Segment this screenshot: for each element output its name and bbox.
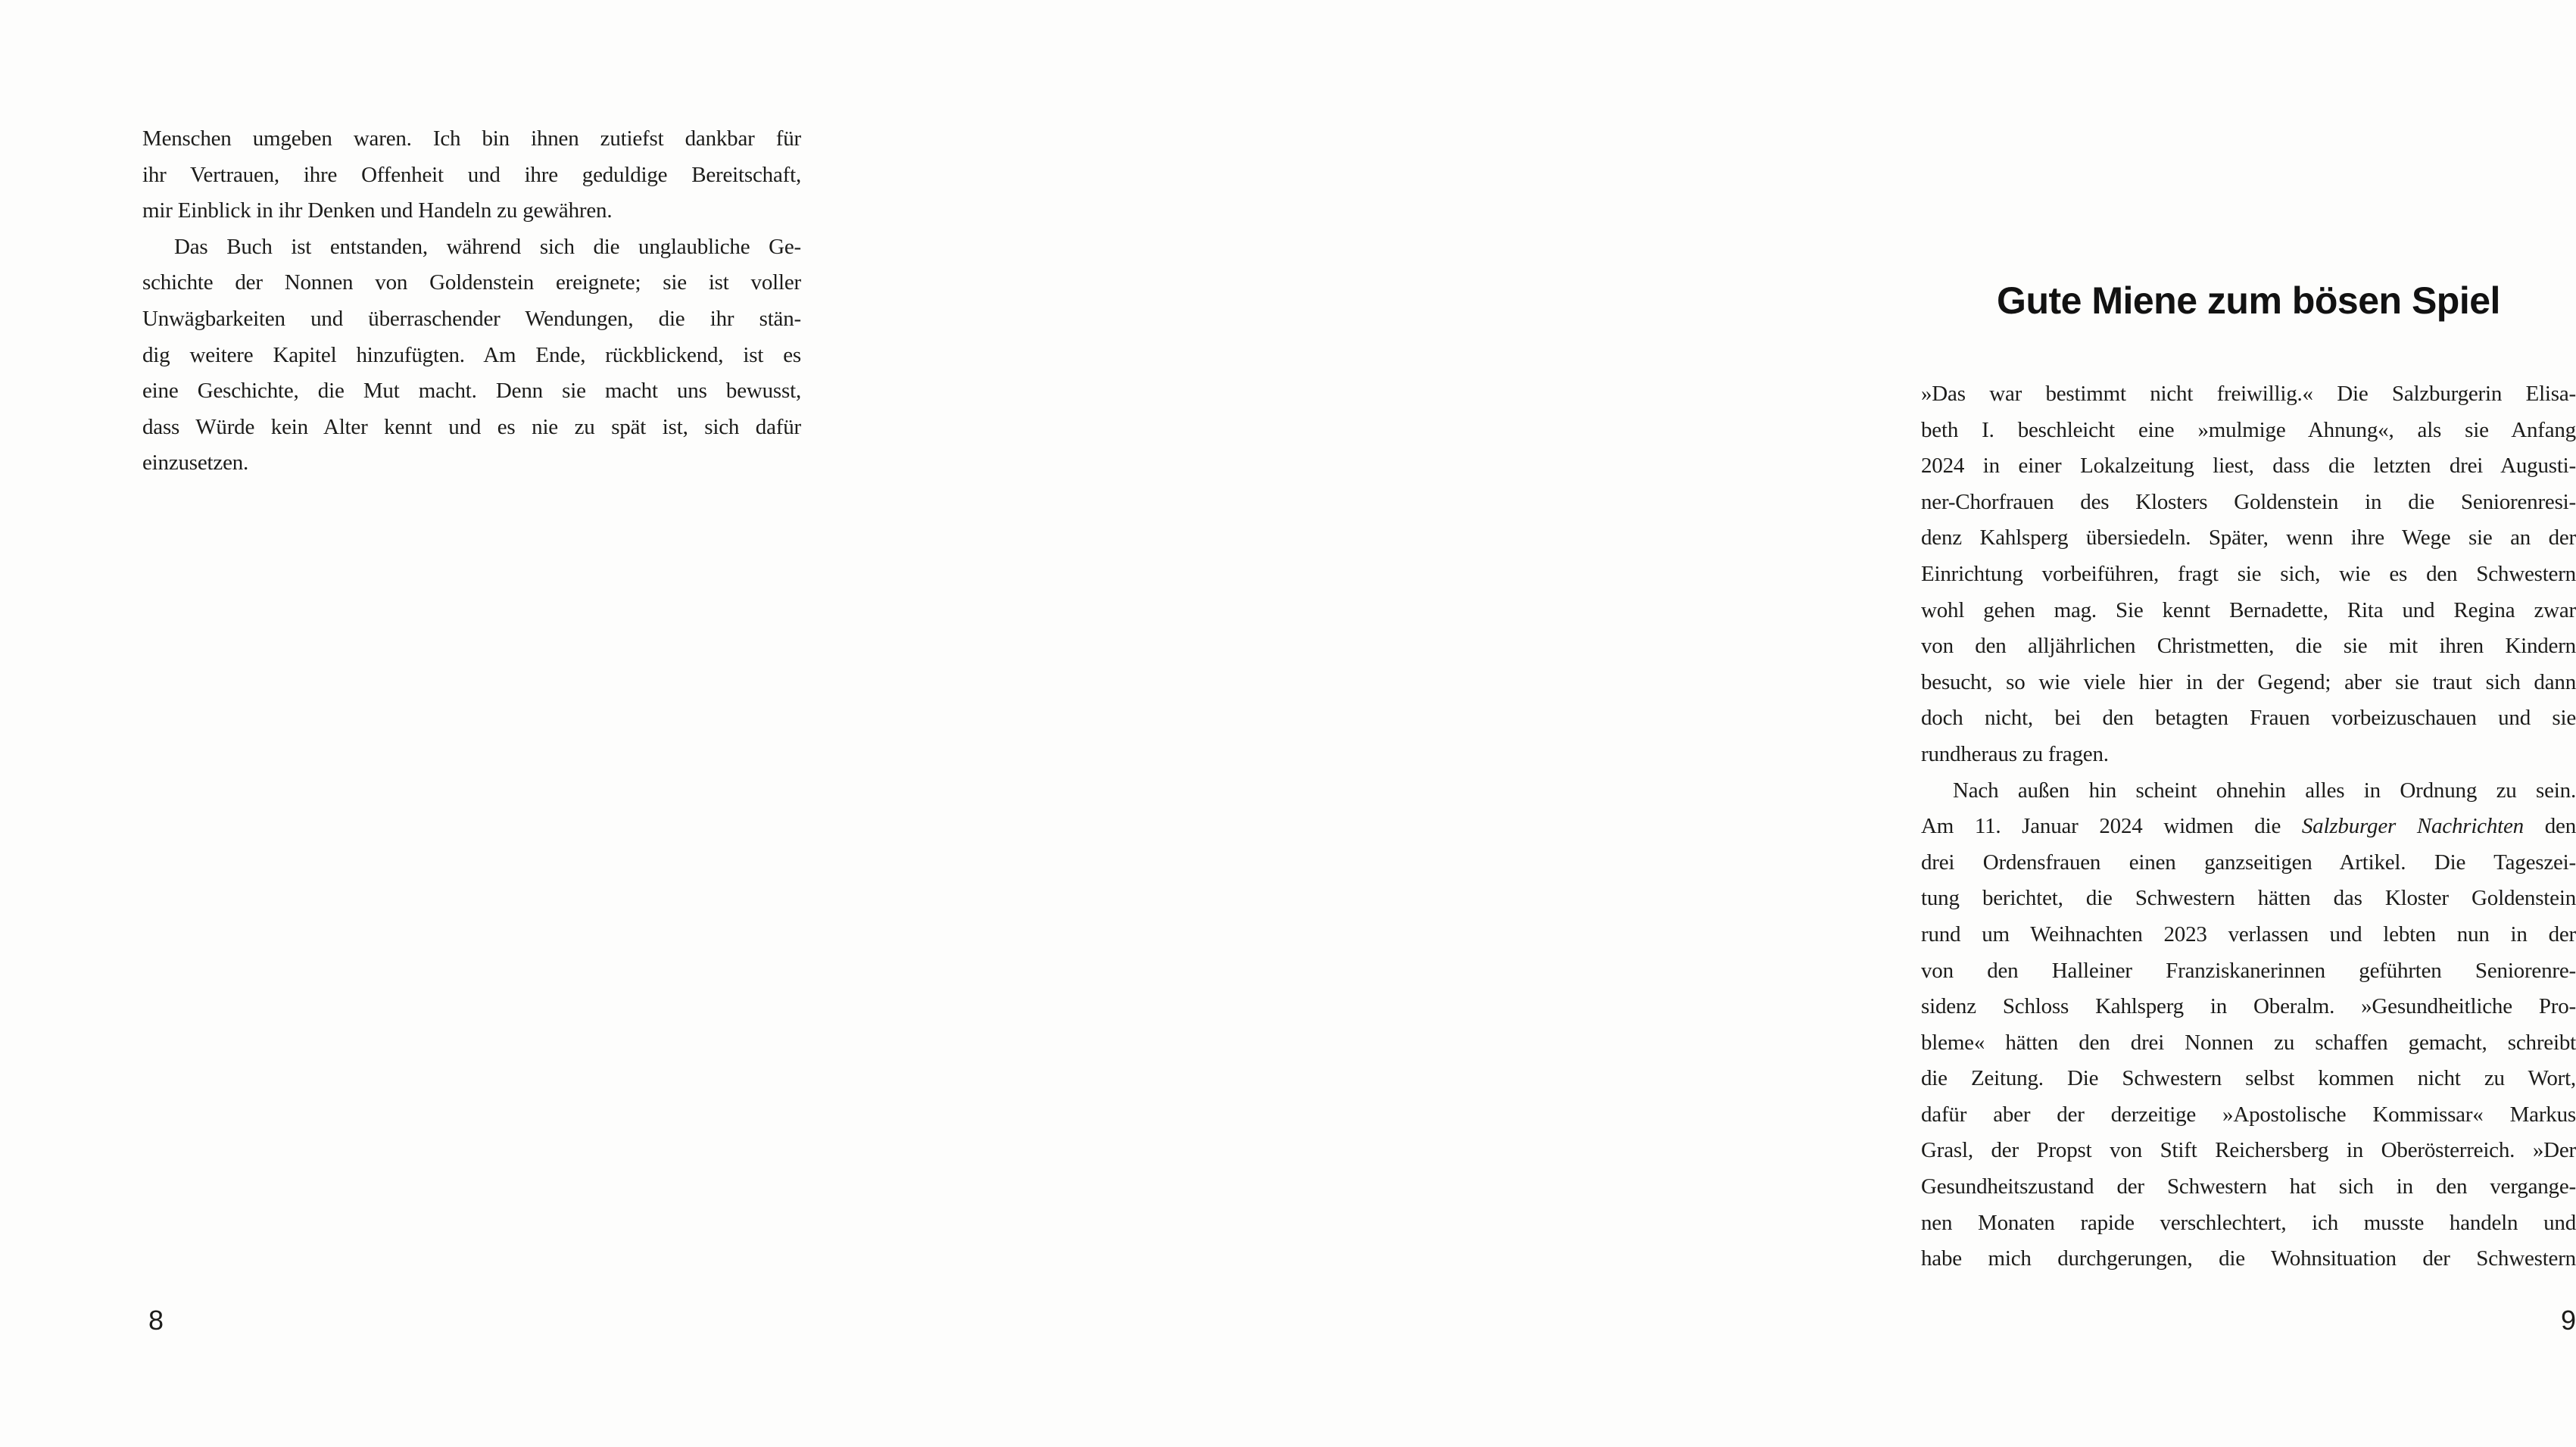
text-line: Einrichtung vorbeiführen, fragt sie sich, wie es den Schwestern — [1921, 561, 2576, 586]
left-page — [0, 0, 909, 1447]
text-line: wohl gehen mag. Sie kennt Bernadette, Rita und Regina zwar — [1921, 597, 2576, 622]
text-line: ihr Vertrauen, ihre Offenheit und ihre geduldige Bereitschaft, — [142, 162, 801, 187]
text-line: habe mich durchgerungen, die Wohnsituation der Schwestern — [1921, 1246, 2576, 1271]
right-page — [909, 0, 2576, 1447]
text-line: 2024 in einer Lokalzeitung liest, dass die letzten drei Augusti- — [1921, 454, 2576, 479]
text-line: dig weitere Kapitel hinzufügten. Am Ende, rückblickend, ist es — [142, 342, 801, 367]
page-number: 9 — [2560, 1305, 2576, 1336]
text-line — [1921, 809, 2576, 845]
text-line: nen Monaten rapide verschlechtert, ich musste handeln und — [1921, 1210, 2576, 1235]
text-line: rundheraus zu fragen. — [1921, 741, 2109, 766]
left-page-body-text — [142, 121, 801, 482]
text-line: drei Ordensfrauen einen ganzseitigen Artikel. Die Tageszei- — [1921, 850, 2576, 875]
text-line: Grasl, der Propst von Stift Reichersberg in Oberösterreich. »Der — [1921, 1138, 2576, 1163]
text-line: von den alljährlichen Christmetten, die sie mit ihren Kindern — [1921, 634, 2576, 659]
text-line: besucht, so wie viele hier in der Gegend; aber sie traut sich dann — [1921, 669, 2576, 694]
text-line: schichte der Nonnen von Goldenstein ereignete; sie ist voller — [142, 270, 801, 295]
text-line: sidenz Schloss Kahlsperg in Oberalm. »Gesundheitliche Pro- — [1921, 994, 2576, 1019]
text-line: die Zeitung. Die Schwestern selbst kommen nicht zu Wort, — [1921, 1066, 2576, 1091]
text-line: tung berichtet, die Schwestern hätten das Kloster Goldenstein — [1921, 886, 2576, 911]
chapter-heading: Gute Miene zum bösen Spiel — [1997, 279, 2500, 322]
text-line: ner-Chorfrauen des Klosters Goldenstein in die Seniorenresi- — [1921, 489, 2576, 514]
text-segment: den — [2523, 814, 2576, 839]
text-line: von den Halleiner Franziskanerinnen geführten Seniorenre- — [1921, 958, 2576, 983]
text-line: einzusetzen. — [142, 451, 249, 476]
text-line: beth I. beschleicht eine »mulmige Ahnung«, als sie Anfang — [1921, 417, 2576, 442]
text-line: eine Geschichte, die Mut macht. Denn sie macht uns bewusst, — [142, 379, 801, 404]
text-line: rund um Weihnachten 2023 verlassen und lebten nun in der — [1921, 922, 2576, 946]
right-page-body-text — [1921, 376, 2576, 1277]
text-line: doch nicht, bei den betagten Frauen vorbeizuschauen und sie — [1921, 706, 2576, 731]
text-line: Menschen umgeben waren. Ich bin ihnen zutiefst dankbar für — [142, 126, 801, 151]
text-line: denz Kahlsperg übersiedeln. Später, wenn ihre Wege sie an der — [1921, 525, 2576, 550]
italic-text: Salzburger Nachrichten — [2301, 814, 2524, 839]
text-line: dass Würde kein Alter kennt und es nie zu spät ist, sich dafür — [142, 414, 801, 439]
text-line: Unwägbarkeiten und überraschender Wendungen, die ihr stän- — [142, 306, 801, 331]
page-number: 8 — [148, 1305, 164, 1336]
text-line: bleme« hätten den drei Nonnen zu schaffen gemacht, schreibt — [1921, 1030, 2576, 1055]
text-line: mir Einblick in ihr Denken und Handeln zu gewähren. — [142, 198, 613, 223]
text-line: »Das war bestimmt nicht freiwillig.« Die Salzburgerin Elisa- — [1921, 382, 2576, 406]
text-segment: Am 11. Januar 2024 widmen die — [1921, 814, 2302, 839]
text-line: dafür aber der derzeitige »Apostolische Kommissar« Markus — [1921, 1102, 2576, 1127]
text-line: Das Buch ist entstanden, während sich die unglaubliche Ge- — [174, 234, 801, 259]
text-line: Nach außen hin scheint ohnehin alles in Ordnung zu sein. — [1953, 778, 2576, 803]
text-line: Gesundheitszustand der Schwestern hat sich in den vergange- — [1921, 1174, 2576, 1199]
